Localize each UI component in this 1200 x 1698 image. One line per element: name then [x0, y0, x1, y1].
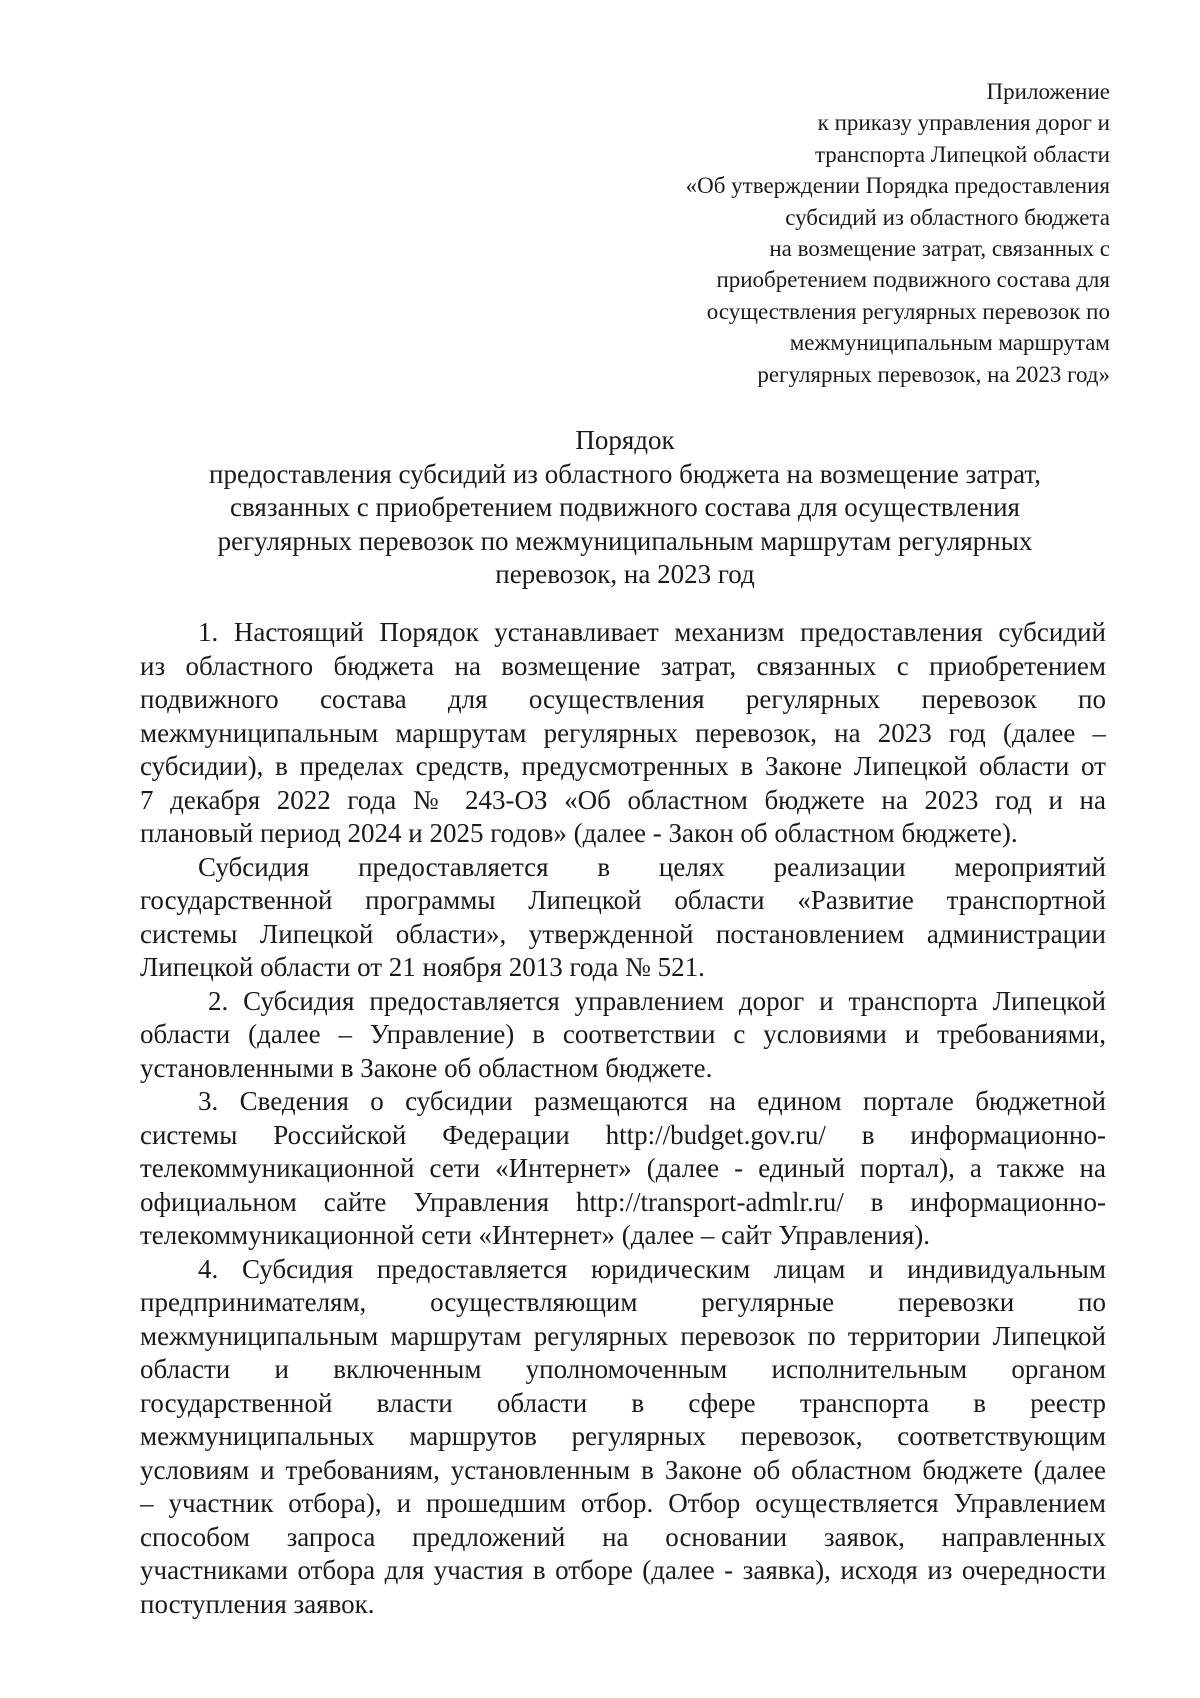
document-body — [140, 616, 1106, 1621]
appendix-line: регулярных перевозок, на 2023 год» — [757, 361, 1110, 387]
body-line: государственной программы Липецкой области «Развитие транспортной — [140, 885, 1106, 915]
body-line: телекоммуникационной сети «Интернет» (далее - единый портал), а также на — [140, 1153, 1106, 1183]
appendix-line: транспорта Липецкой области — [814, 141, 1110, 167]
document-title — [140, 424, 1110, 592]
body-line: участниками отбора для участия в отборе (далее - заявка), исходя из очередности — [140, 1555, 1106, 1585]
body-line: межмуниципальным маршрутам регулярных перевозок, на 2023 год (далее – — [140, 717, 1106, 748]
body-line: способом запроса предложений на основании заявок, направленных — [140, 1521, 1106, 1552]
appendix-line: на возмещение затрат, связанных с — [769, 236, 1110, 262]
body-line: области (далее – Управление) в соответствии с условиями и требованиями, — [140, 1019, 1106, 1049]
appendix-line: к приказу управления дорог и — [817, 110, 1110, 136]
appendix-line: «Об утверждении Порядка предоставления — [685, 173, 1110, 199]
appendix-line: осуществления регулярных перевозок по — [706, 298, 1110, 324]
body-line: системы Липецкой области», утвержденной постановлением администрации — [140, 918, 1106, 949]
body-line: Липецкой области от 21 ноября 2013 года № 521. — [140, 952, 705, 982]
body-line: субсидии), в пределах средств, предусмотренных в Законе Липецкой области от — [140, 751, 1106, 781]
body-line: – участник отбора), и прошедшим отбор. Отбор осуществляется Управлением — [140, 1488, 1106, 1518]
appendix-line: субсидий из областного бюджета — [785, 204, 1110, 230]
body-line: телекоммуникационной сети «Интернет» (далее – сайт Управления). — [140, 1220, 931, 1250]
appendix-line: приобретением подвижного состава для — [716, 267, 1110, 293]
title-line: предоставления субсидий из областного бюджета на возмещение затрат, — [209, 458, 1041, 489]
body-line: области и включенным уполномоченным исполнительным органом — [140, 1354, 1106, 1384]
body-line: межмуниципальным маршрутам регулярных перевозок по территории Липецкой — [140, 1320, 1106, 1351]
title-line: перевозок, на 2023 год — [495, 559, 755, 590]
body-line: 1. Настоящий Порядок устанавливает механизм предоставления субсидий — [198, 617, 1106, 647]
body-line: поступления заявок. — [140, 1588, 375, 1619]
body-line: 7 декабря 2022 года № 243-ОЗ «Об областном бюджете на 2023 год и на — [140, 784, 1106, 815]
body-line: Субсидия предоставляется в целях реализации мероприятий — [198, 851, 1106, 882]
title-line: регулярных перевозок по межмуниципальным маршрутам регулярных — [217, 525, 1033, 556]
body-line: официальном сайте Управления http://transport-admlr.ru/ в информационно- — [140, 1186, 1106, 1217]
appendix-line: межмуниципальным маршрутам — [789, 330, 1110, 356]
body-line: межмуниципальных маршрутов регулярных перевозок, соответствующим — [140, 1421, 1106, 1451]
body-line: условиям и требованиям, установленным в Законе об областном бюджете (далее — [140, 1454, 1106, 1485]
body-line: 2. Субсидия предоставляется управлением дорог и транспорта Липецкой — [208, 985, 1106, 1016]
appendix-header — [560, 76, 1110, 390]
body-line: плановый период 2024 и 2025 годов» (далее - Закон об областном бюджете). — [140, 818, 1018, 848]
title-line: связанных с приобретением подвижного состава для осуществления — [230, 492, 1020, 523]
body-line: 3. Сведения о субсидии размещаются на едином портале бюджетной — [198, 1086, 1106, 1116]
appendix-line: Приложение — [986, 79, 1110, 104]
body-line: системы Российской Федерации http://budget.gov.ru/ в информационно- — [140, 1119, 1106, 1150]
body-line: предпринимателям, осуществляющим регулярные перевозки по — [140, 1287, 1106, 1317]
body-line: 4. Субсидия предоставляется юридическим лицам и индивидуальным — [198, 1253, 1106, 1284]
body-line: государственной власти области в сфере транспорта в реестр — [140, 1387, 1106, 1418]
body-line: установленными в Законе об областном бюджете. — [140, 1052, 713, 1083]
body-line: подвижного состава для осуществления регулярных перевозок по — [140, 684, 1106, 714]
title-heading: Порядок — [575, 425, 675, 455]
body-line: из областного бюджета на возмещение затрат, связанных с приобретением — [140, 650, 1106, 681]
